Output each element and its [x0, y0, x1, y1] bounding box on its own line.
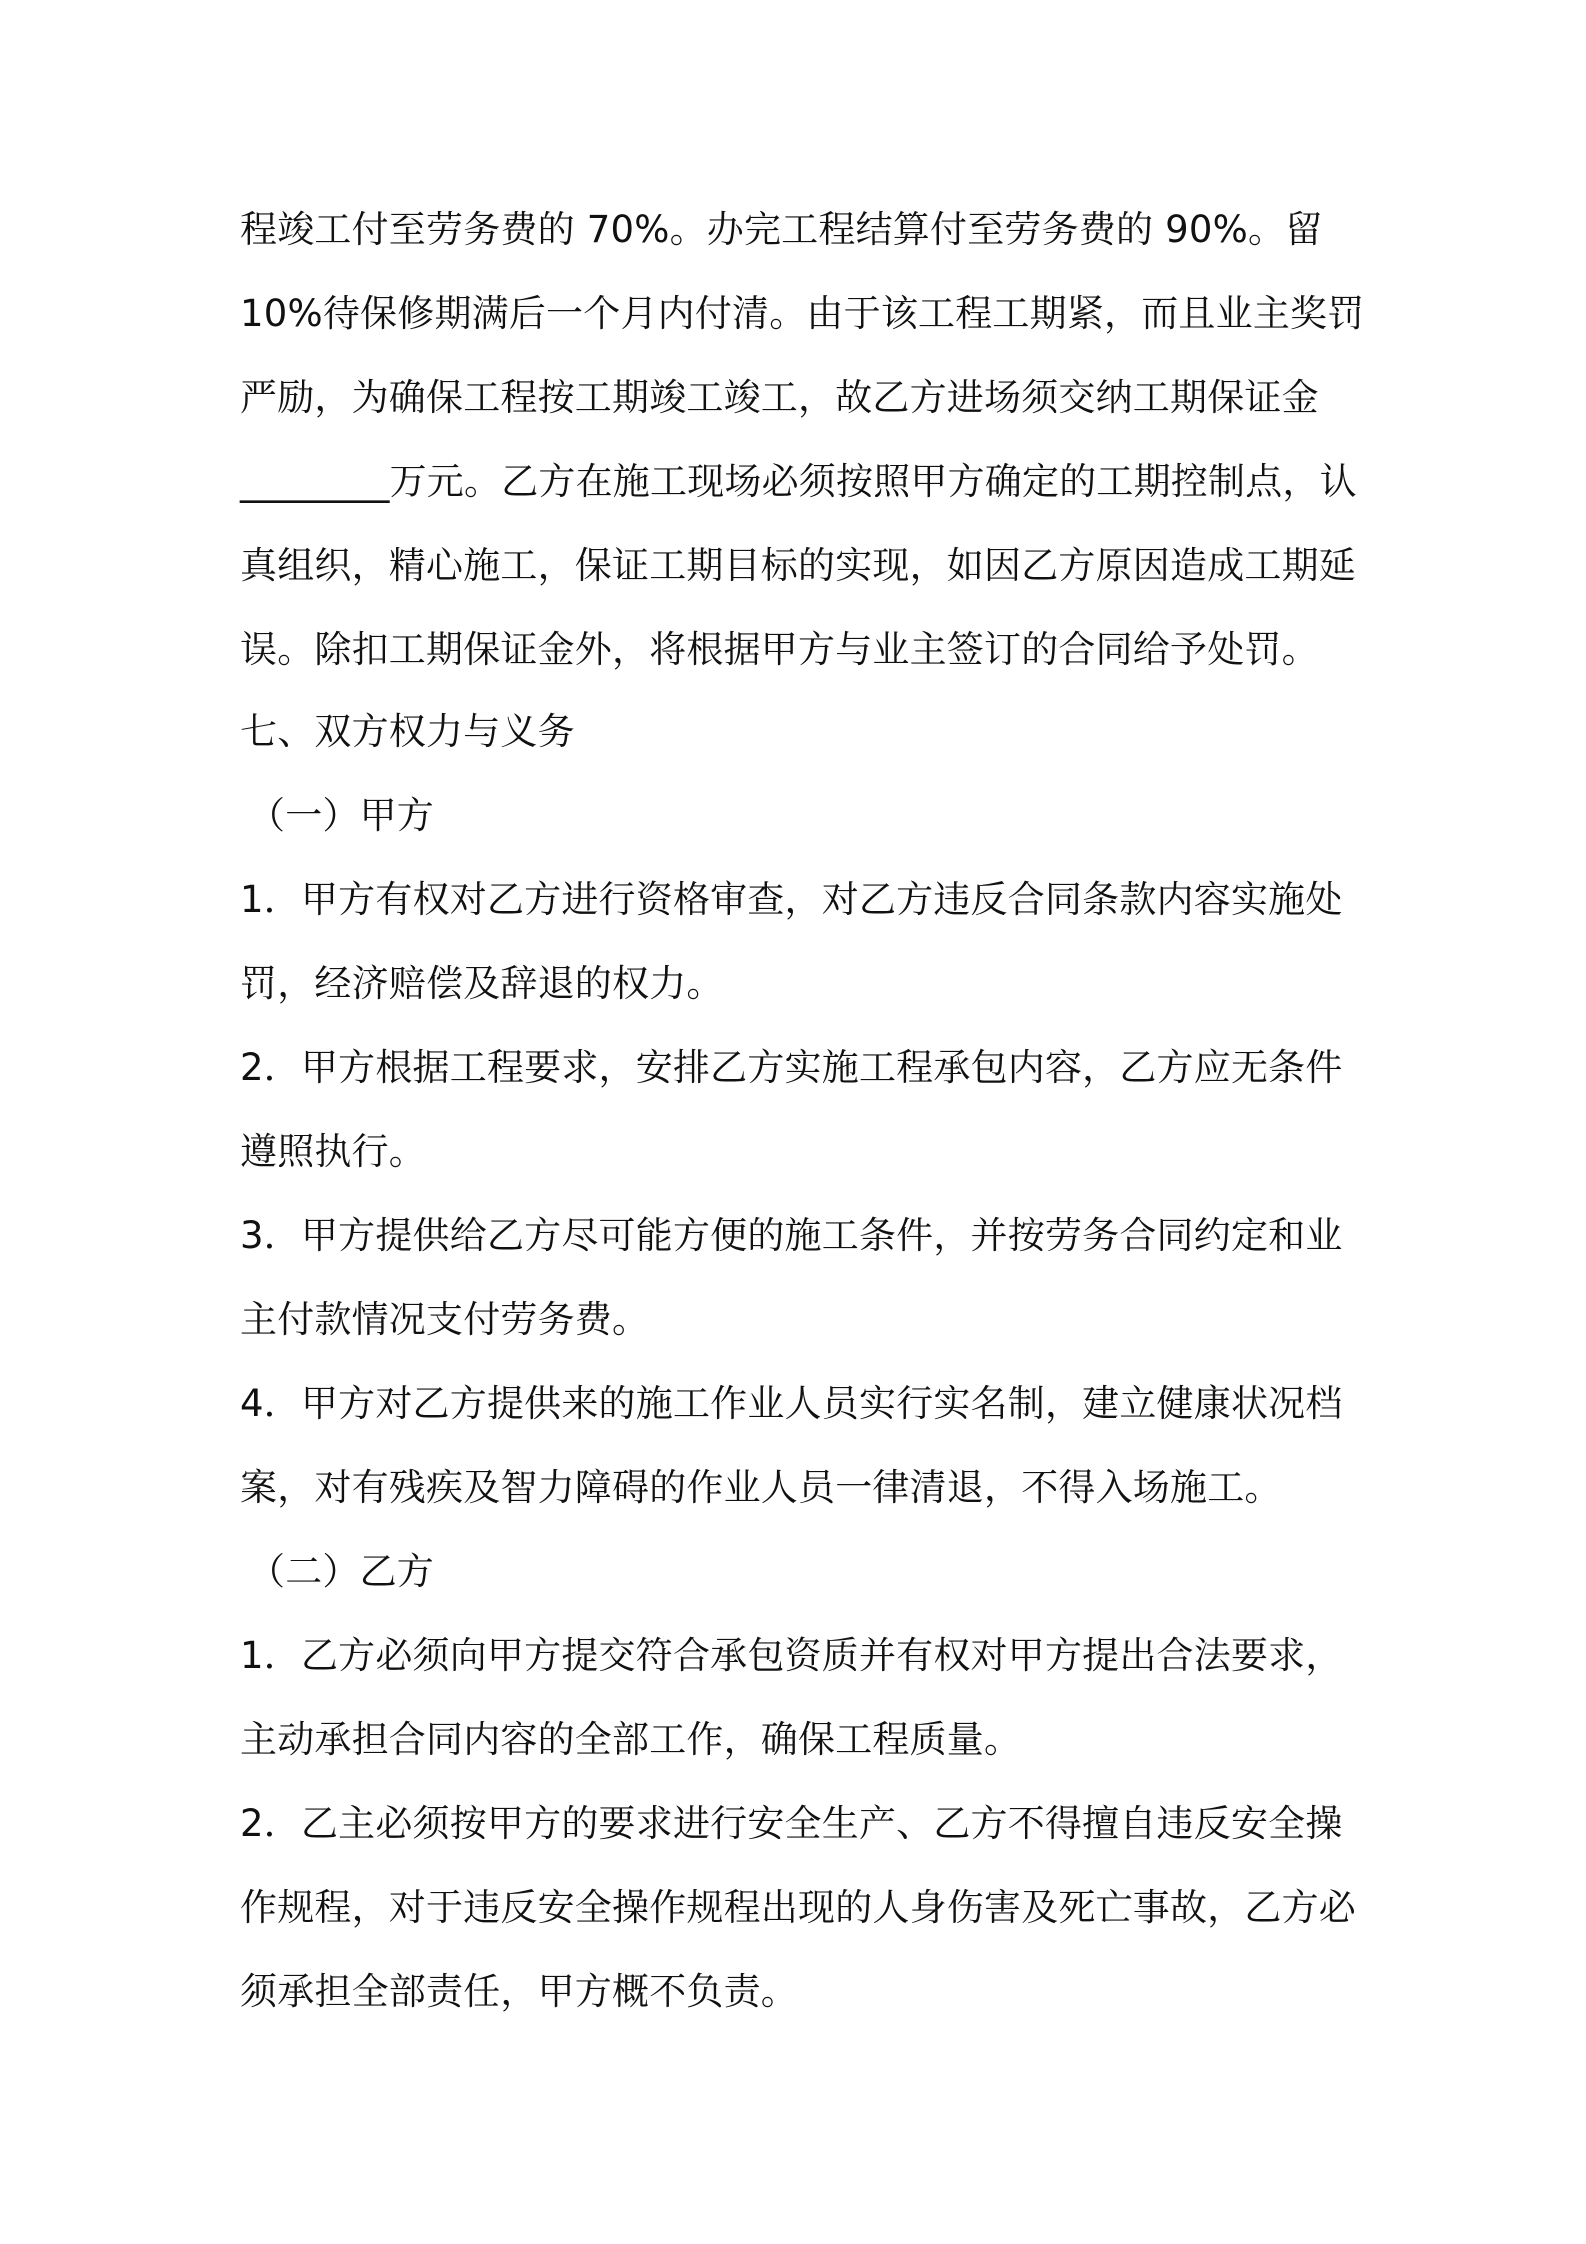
text-line: 真组织，精心施工，保证工期目标的实现，如因乙方原因造成工期延 [240, 544, 1356, 587]
text-line: 误。除扣工期保证金外，将根据甲方与业主签订的合同给予处罚。 [240, 628, 1319, 671]
text-line: 4．甲方对乙方提供来的施工作业人员实行实名制，建立健康状况档 [240, 1382, 1343, 1425]
subsection-heading: （二）乙方 [248, 1550, 434, 1593]
text-line: ________万元。乙方在施工现场必须按照甲方确定的工期控制点，认 [240, 460, 1357, 503]
section-heading: 七、双方权力与义务 [240, 710, 575, 753]
text-line: 1．乙方必须向甲方提交符合承包资质并有权对甲方提出合法要求， [240, 1634, 1343, 1677]
text-line: 2．甲方根据工程要求，安排乙方实施工程承包内容，乙方应无条件 [240, 1046, 1343, 1089]
text-line: 案，对有残疾及智力障碍的作业人员一律清退，不得入场施工。 [240, 1466, 1282, 1509]
text-line: 程竣工付至劳务费的 70%。办完工程结算付至劳务费的 90%。留 [240, 208, 1323, 251]
text-line: 1．甲方有权对乙方进行资格审查，对乙方违反合同条款内容实施处 [240, 878, 1343, 921]
text-line: 遵照执行。 [240, 1130, 426, 1173]
text-line: 严励，为确保工程按工期竣工竣工，故乙方进场须交纳工期保证金 [240, 376, 1319, 419]
text-line: 3．甲方提供给乙方尽可能方便的施工条件，并按劳务合同约定和业 [240, 1214, 1343, 1257]
subsection-heading: （一）甲方 [248, 794, 434, 837]
text-line: 2．乙主必须按甲方的要求进行安全生产、乙方不得擅自违反安全操 [240, 1802, 1343, 1845]
text-line: 须承担全部责任，甲方概不负责。 [240, 1970, 798, 2013]
text-line: 主付款情况支付劳务费。 [240, 1298, 650, 1341]
text-line: 10%待保修期满后一个月内付清。由于该工程工期紧，而且业主奖罚 [240, 292, 1365, 335]
text-line: 罚，经济赔偿及辞退的权力。 [240, 962, 724, 1005]
text-line: 主动承担合同内容的全部工作，确保工程质量。 [240, 1718, 1022, 1761]
text-line: 作规程，对于违反安全操作规程出现的人身伤害及死亡事故，乙方必 [240, 1886, 1356, 1929]
